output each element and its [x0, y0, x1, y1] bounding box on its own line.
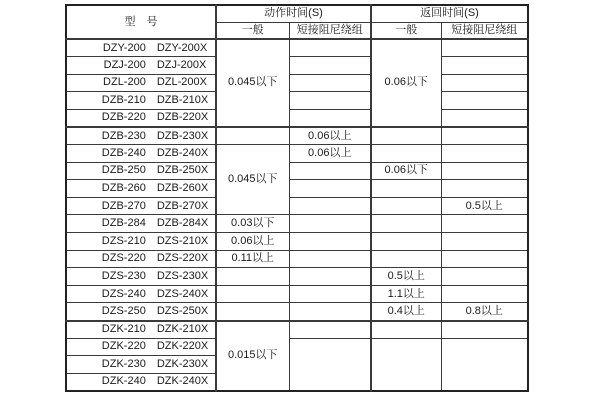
model-name: DZB-220X — [156, 111, 209, 124]
model-name: DZB-240 — [101, 146, 146, 159]
model-cell — [66, 268, 216, 286]
model-name: DZB-284X — [156, 217, 209, 230]
table-row — [66, 145, 528, 163]
model-name: DZY-200X — [156, 41, 208, 54]
header-return-time: 返回时间(S) — [371, 5, 528, 22]
value-cell-action-time-general: 0.015以下 — [216, 321, 289, 391]
value-cell-action-time-damping — [289, 233, 371, 251]
model-name: DZB-270X — [156, 199, 209, 212]
model-cell — [66, 109, 216, 127]
model-cell — [66, 180, 216, 198]
model-cell — [66, 233, 216, 251]
model-name: DZB-220 — [101, 111, 146, 124]
value-cell-action-time-general — [216, 303, 289, 321]
value-cell-action-time-general — [216, 127, 289, 145]
value-cell-return-time-damping — [441, 215, 528, 233]
model-name: DZS-210X — [156, 234, 209, 247]
value-cell-return-time-general: 1.1以上 — [371, 285, 441, 303]
header-model: 型 号 — [66, 5, 216, 39]
model-name: DZB-230X — [156, 129, 209, 142]
model-name: DZY-200 — [102, 41, 146, 54]
model-cell — [66, 321, 216, 339]
header-action-general: 一般 — [216, 22, 289, 39]
value-cell-action-time-damping — [289, 338, 371, 391]
value-cell-return-time-damping — [441, 57, 528, 75]
value-cell-return-time-damping: 0.5以上 — [441, 197, 528, 215]
table-row — [66, 233, 528, 251]
table-row — [66, 268, 528, 286]
value-cell-return-time-damping — [441, 338, 528, 391]
table-header — [66, 5, 528, 39]
model-cell — [66, 162, 216, 180]
value-cell-return-time-damping — [441, 268, 528, 286]
header-action-time: 动作时间(S) — [216, 5, 371, 22]
value-cell-return-time-general: 0.06以下 — [371, 162, 441, 180]
model-name: DZB-230 — [101, 129, 146, 142]
model-name: DZS-240 — [101, 287, 146, 300]
value-cell-return-time-damping — [441, 39, 528, 57]
value-cell-return-time-damping — [441, 180, 528, 198]
model-cell — [66, 57, 216, 75]
value-cell-action-time-damping — [289, 92, 371, 110]
table-row — [66, 321, 528, 339]
model-name: DZS-220X — [156, 252, 209, 265]
model-name: DZK-240X — [156, 375, 209, 388]
value-cell-action-time-general: 0.06以上 — [216, 233, 289, 251]
model-cell — [66, 356, 216, 374]
model-name: DZS-250 — [101, 304, 146, 317]
model-name: DZS-210 — [101, 234, 146, 247]
model-name: DZB-240X — [156, 146, 209, 159]
model-cell — [66, 250, 216, 268]
model-name: DZJ-200 — [103, 58, 146, 71]
value-cell-return-time-general — [371, 145, 441, 163]
value-cell-action-time-damping: 0.06以上 — [289, 127, 371, 145]
value-cell-return-time-general — [371, 338, 441, 391]
value-cell-return-time-damping — [441, 162, 528, 180]
model-name: DZB-284 — [101, 217, 146, 230]
value-cell-return-time-damping — [441, 92, 528, 110]
model-name: DZK-220X — [156, 340, 209, 353]
value-cell-action-time-damping — [289, 197, 371, 215]
value-cell-return-time-damping — [441, 74, 528, 92]
table-row — [66, 250, 528, 268]
value-cell-action-time-damping — [289, 39, 371, 57]
value-cell-action-time-damping — [289, 250, 371, 268]
model-name: DZB-210 — [101, 94, 146, 107]
value-cell-return-time-general — [371, 233, 441, 251]
model-name: DZB-270 — [101, 199, 146, 212]
value-cell-action-time-damping — [289, 215, 371, 233]
table-row — [66, 74, 528, 92]
value-cell-return-time-general — [371, 321, 441, 339]
value-cell-return-time-general — [371, 197, 441, 215]
value-cell-return-time-damping — [441, 250, 528, 268]
table-row — [66, 303, 528, 321]
value-cell-return-time-general — [371, 127, 441, 145]
value-cell-action-time-general: 0.03以下 — [216, 215, 289, 233]
table-row — [66, 285, 528, 303]
value-cell-return-time-general — [371, 250, 441, 268]
value-cell-return-time-damping — [441, 321, 528, 339]
model-cell — [66, 145, 216, 163]
value-cell-action-time-damping — [289, 109, 371, 127]
table-row — [66, 338, 528, 356]
table-row — [66, 109, 528, 127]
model-name: DZK-240 — [101, 375, 146, 388]
table-row — [66, 57, 528, 75]
table-row — [66, 92, 528, 110]
model-name: DZJ-200X — [156, 58, 207, 71]
value-cell-action-time-general: 0.045以下 — [216, 145, 289, 215]
table-row — [66, 197, 528, 215]
value-cell-return-time-general — [371, 180, 441, 198]
value-cell-action-time-damping: 0.06以上 — [289, 145, 371, 163]
table-row — [66, 180, 528, 198]
value-cell-action-time-damping — [289, 268, 371, 286]
header-action-damping: 短接阻尼绕组 — [289, 22, 371, 39]
header-return-general: 一般 — [371, 22, 441, 39]
header-return-damping: 短接阻尼绕组 — [441, 22, 528, 39]
model-name: DZB-250 — [101, 164, 146, 177]
value-cell-action-time-general — [216, 285, 289, 303]
model-cell — [66, 338, 216, 356]
model-name: DZK-210 — [101, 323, 146, 336]
value-cell-return-time-general: 0.06以下 — [371, 39, 441, 127]
model-name: DZK-220 — [101, 340, 146, 353]
model-name: DZS-240X — [156, 287, 209, 300]
value-cell-action-time-damping — [289, 303, 371, 321]
spec-table — [65, 4, 529, 392]
model-cell — [66, 285, 216, 303]
value-cell-action-time-damping — [289, 74, 371, 92]
table-row — [66, 215, 528, 233]
model-cell — [66, 303, 216, 321]
table-body — [66, 39, 528, 391]
model-name: DZL-200X — [156, 76, 207, 89]
model-name: DZS-230 — [101, 270, 146, 283]
model-name: DZK-210X — [156, 323, 209, 336]
model-cell — [66, 92, 216, 110]
model-cell — [66, 373, 216, 391]
value-cell-return-time-damping — [441, 285, 528, 303]
value-cell-return-time-general: 0.4以上 — [371, 303, 441, 321]
value-cell-action-time-damping — [289, 57, 371, 75]
model-name: DZL-200 — [103, 76, 146, 89]
value-cell-action-time-general — [216, 268, 289, 286]
model-name: DZK-230 — [101, 357, 146, 370]
model-name: DZB-210X — [156, 94, 209, 107]
model-name: DZB-250X — [156, 164, 209, 177]
value-cell-return-time-damping: 0.8以上 — [441, 303, 528, 321]
table-row — [66, 39, 528, 57]
model-name: DZK-230X — [156, 357, 209, 370]
value-cell-action-time-damping — [289, 285, 371, 303]
value-cell-return-time-general: 0.5以上 — [371, 268, 441, 286]
value-cell-action-time-damping — [289, 162, 371, 180]
value-cell-return-time-general — [371, 215, 441, 233]
model-cell — [66, 127, 216, 145]
value-cell-action-time-damping — [289, 321, 371, 339]
value-cell-return-time-damping — [441, 145, 528, 163]
model-name: DZB-260X — [156, 182, 209, 195]
value-cell-return-time-damping — [441, 233, 528, 251]
model-name: DZS-250X — [156, 304, 209, 317]
value-cell-return-time-damping — [441, 109, 528, 127]
model-name: DZS-220 — [101, 252, 146, 265]
value-cell-action-time-damping — [289, 180, 371, 198]
value-cell-return-time-damping — [441, 127, 528, 145]
model-cell — [66, 215, 216, 233]
model-cell — [66, 197, 216, 215]
model-cell — [66, 39, 216, 57]
model-name: DZS-230X — [156, 270, 209, 283]
value-cell-action-time-general: 0.045以下 — [216, 39, 289, 127]
value-cell-action-time-general: 0.11以上 — [216, 250, 289, 268]
table-row — [66, 127, 528, 145]
model-cell — [66, 74, 216, 92]
model-name: DZB-260 — [101, 182, 146, 195]
table-row — [66, 162, 528, 180]
